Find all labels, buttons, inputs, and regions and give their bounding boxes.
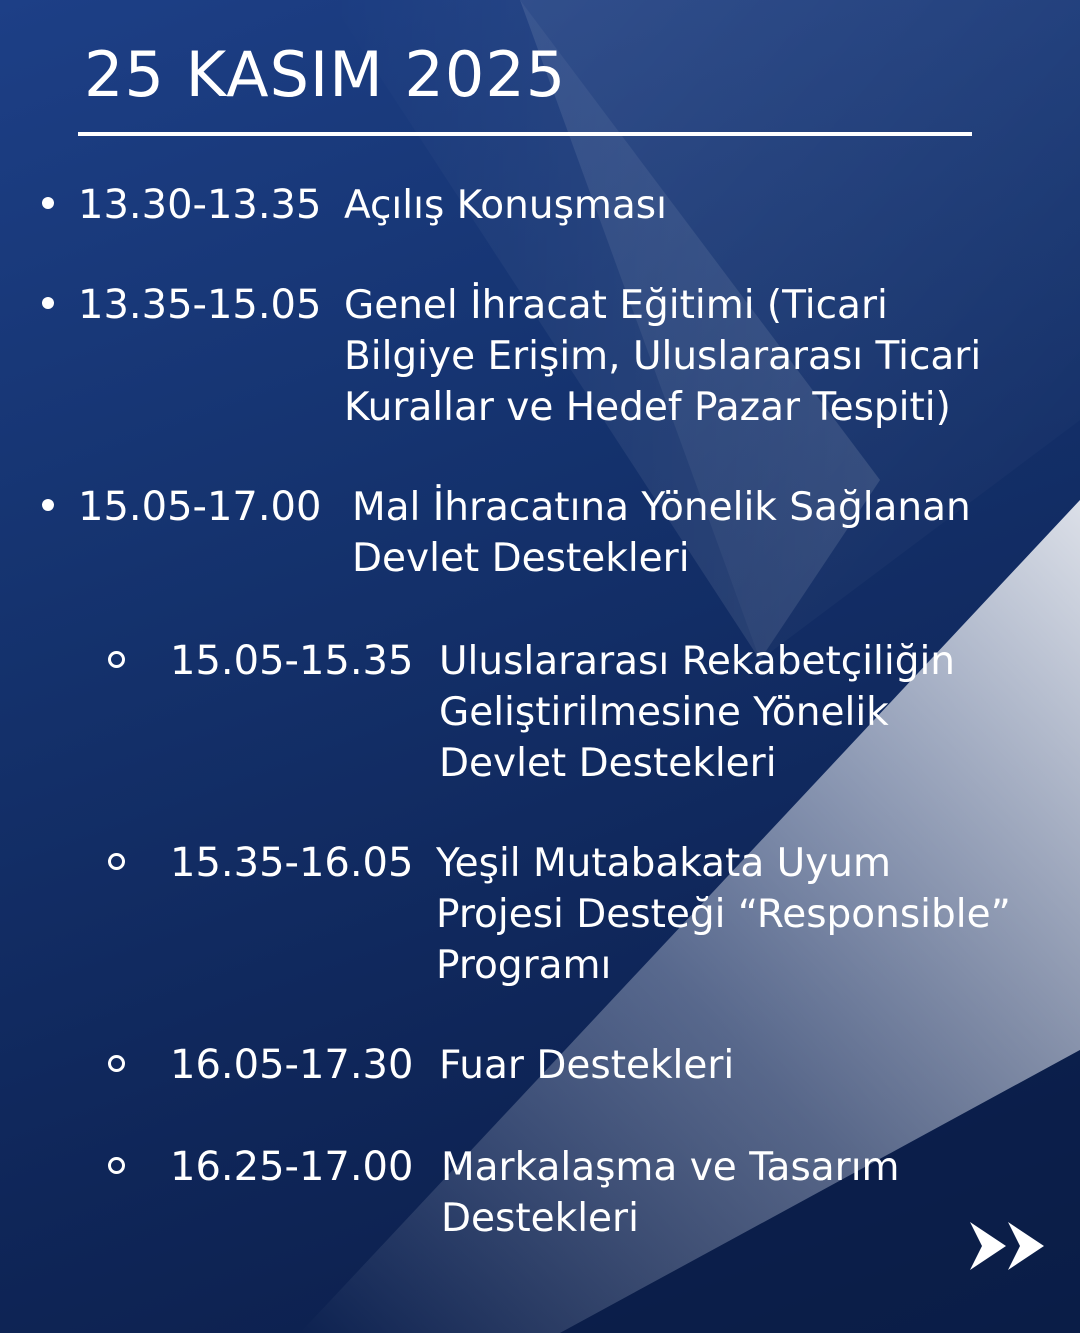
title-divider <box>78 132 972 136</box>
bullet-dot <box>42 297 54 309</box>
description-line: Devlet Destekleri <box>439 741 777 786</box>
page-title: 25 KASIM 2025 <box>84 38 567 111</box>
subitem-description <box>439 1040 734 1091</box>
description-line: Destekleri <box>441 1196 639 1241</box>
description-line: Markalaşma ve Tasarım <box>441 1145 900 1190</box>
bullet-circle <box>108 1157 125 1174</box>
subitem-time: 15.35-16.05 <box>170 840 414 886</box>
subitem-time: 16.25-17.00 <box>170 1144 414 1190</box>
description-line: Genel İhracat Eğitimi (Ticari <box>344 283 888 328</box>
description-line: Programı <box>436 943 612 988</box>
bullet-circle <box>108 853 125 870</box>
description-line: Fuar Destekleri <box>439 1043 735 1088</box>
bullet-circle <box>108 1055 125 1072</box>
bullet-dot <box>42 197 54 209</box>
subitem-description <box>436 838 1011 991</box>
item-description <box>344 280 981 433</box>
item-time: 15.05-17.00 <box>78 484 322 530</box>
description-line: Bilgiye Erişim, Uluslararası Ticari <box>344 334 982 379</box>
bullet-circle <box>108 651 125 668</box>
description-line: Devlet Destekleri <box>352 536 690 581</box>
item-description <box>352 482 971 584</box>
description-line: Açılış Konuşması <box>344 183 667 228</box>
description-line: Kurallar ve Hedef Pazar Tespiti) <box>344 385 951 430</box>
subitem-description <box>441 1142 900 1244</box>
item-time: 13.30-13.35 <box>78 182 322 228</box>
description-line: Uluslararası Rekabetçiliğin <box>439 639 956 684</box>
double-chevron-right-icon[interactable] <box>968 1218 1050 1274</box>
subitem-description <box>439 636 955 789</box>
description-line: Geliştirilmesine Yönelik <box>439 690 889 735</box>
item-time: 13.35-15.05 <box>78 282 322 328</box>
bullet-dot <box>42 499 54 511</box>
description-line: Projesi Desteği “Responsible” <box>436 892 1011 937</box>
subitem-time: 15.05-15.35 <box>170 638 414 684</box>
description-line: Yeşil Mutabakata Uyum <box>436 841 891 886</box>
subitem-time: 16.05-17.30 <box>170 1042 414 1088</box>
description-line: Mal İhracatına Yönelik Sağlanan <box>352 485 971 530</box>
item-description <box>344 180 667 231</box>
